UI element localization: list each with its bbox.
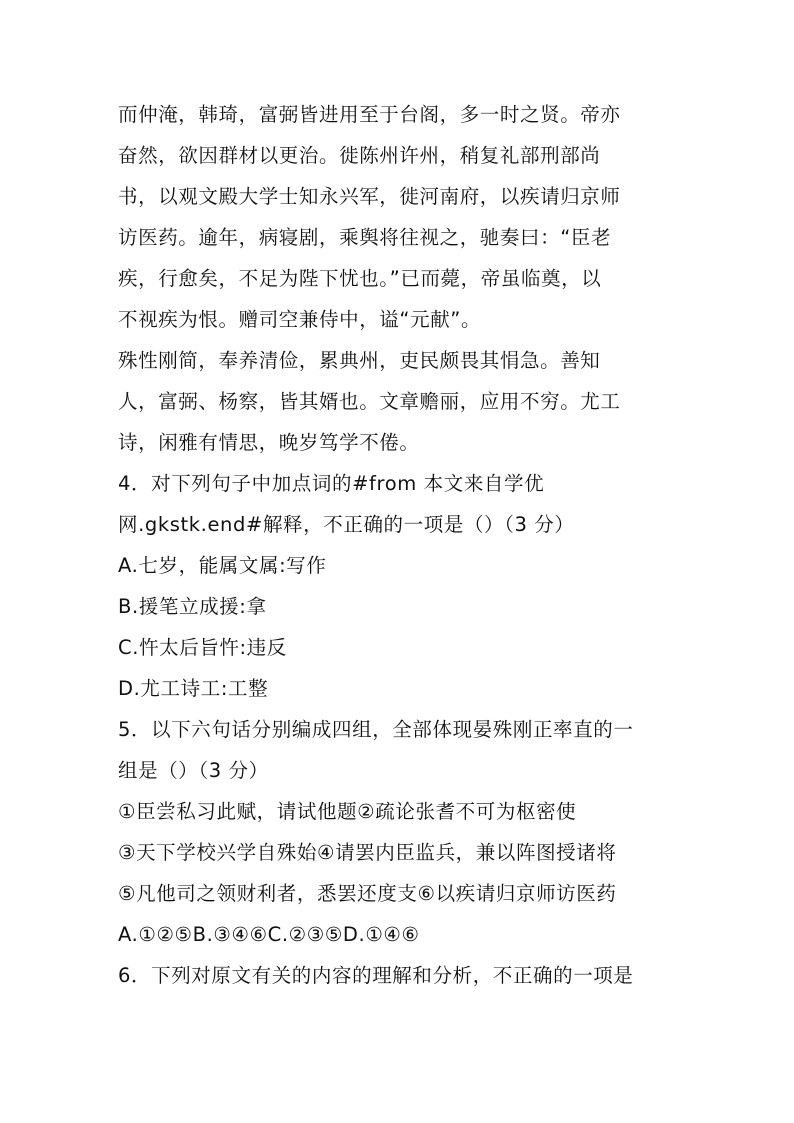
- text-line: 诗，闲雅有情思，晚岁笃学不倦。: [118, 431, 420, 454]
- text-line: 殊性刚简，奉养清俭，累典州，吏民颇畏其悁急。善知: [118, 349, 601, 372]
- question-4-stem-cont: 网.gkstk.end#解释，不正确的一项是（）（3 分）: [118, 513, 575, 536]
- text-line: 不视疾为恨。赠司空兼侍中，谥“元献”。: [118, 308, 482, 331]
- question-6-stem: 6．下列对原文有关的内容的理解和分析，不正确的一项是: [118, 964, 634, 987]
- question-4-stem: 4．对下列句子中加点词的#from 本文来自学优: [118, 472, 545, 495]
- answer-options: A.①②⑤B.③④⑥C.②③⑤D.①④⑥: [118, 923, 420, 946]
- option-a: A.七岁，能属文属:写作: [118, 554, 327, 577]
- statement-line: ③天下学校兴学自殊始④请罢内臣监兵，兼以阵图授诸将: [118, 841, 617, 864]
- text-line: 疾，行愈矣，不足为陛下忧也。”已而薨，帝虽临奠，以: [118, 267, 602, 290]
- text-line: 访医药。逾年，病寝剧，乘舆将往视之，驰奏曰：“臣老: [118, 226, 612, 249]
- question-5-stem: 5．以下六句话分别编成四组，全部体现晏殊刚正率直的一: [118, 718, 634, 741]
- option-d: D.尤工诗工:工整: [118, 677, 269, 700]
- text-line: 奋然，欲因群材以更治。徙陈州许州，稍复礼部刑部尚: [118, 144, 601, 167]
- question-5-stem-cont: 组是（）（3 分）: [118, 759, 269, 782]
- option-b: B.援笔立成援:拿: [118, 595, 267, 618]
- text-line: 而仲淹，韩琦，富弼皆进用至于台阁，多一时之贤。帝亦: [118, 103, 621, 126]
- statement-line: ①臣尝私习此赋，请试他题②疏论张耆不可为枢密使: [118, 800, 577, 823]
- statement-line: ⑤凡他司之领财利者，悉罢还度支⑥以疾请归京师访医药: [118, 882, 617, 905]
- option-c: C.忤太后旨忤:违反: [118, 636, 287, 659]
- text-line: 书，以观文殿大学士知永兴军，徙河南府，以疾请归京师: [118, 185, 621, 208]
- text-line: 人，富弼、杨察，皆其婿也。文章赡丽，应用不穷。尤工: [118, 390, 621, 413]
